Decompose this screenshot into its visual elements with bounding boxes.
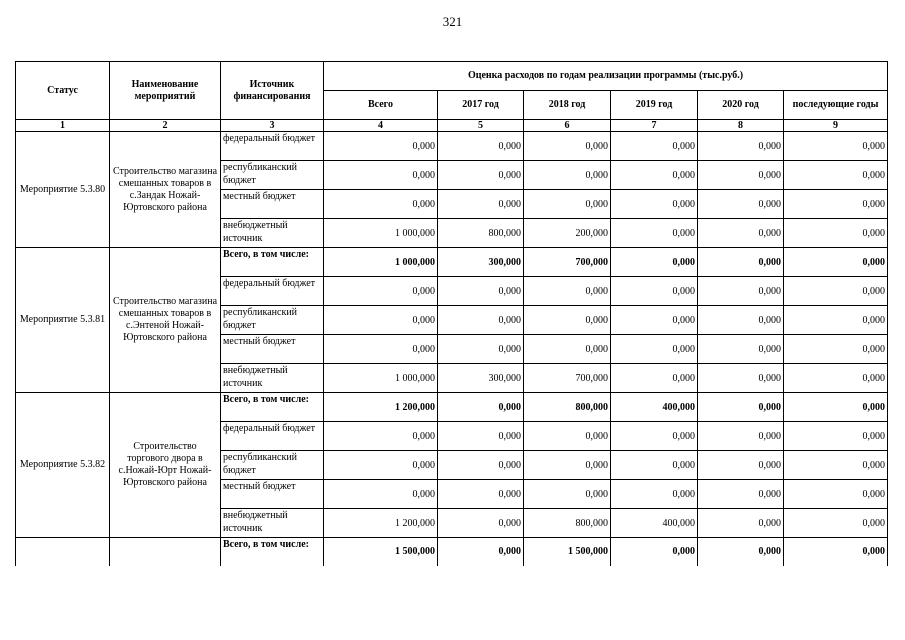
amount-cell: 0,000 — [784, 190, 888, 219]
amount-cell: 0,000 — [524, 190, 611, 219]
amount-cell: 0,000 — [698, 248, 784, 277]
amount-cell: 1 000,000 — [324, 364, 438, 393]
column-number: 6 — [524, 120, 611, 132]
column-number: 4 — [324, 120, 438, 132]
amount-cell: 0,000 — [784, 161, 888, 190]
amount-cell: 0,000 — [438, 132, 524, 161]
table-body — [16, 132, 888, 566]
total-row — [16, 393, 888, 422]
budget-table — [15, 61, 888, 566]
column-number: 8 — [698, 120, 784, 132]
amount-cell: 800,000 — [438, 219, 524, 248]
amount-cell: 0,000 — [324, 132, 438, 161]
amount-cell: 0,000 — [324, 190, 438, 219]
amount-cell: 1 000,000 — [324, 219, 438, 248]
status-cell: Мероприятие 5.3.80 — [16, 132, 110, 248]
amount-cell: 300,000 — [438, 248, 524, 277]
amount-cell: 0,000 — [324, 335, 438, 364]
amount-cell: 0,000 — [524, 306, 611, 335]
column-number: 3 — [221, 120, 324, 132]
column-number: 9 — [784, 120, 888, 132]
funding-source-cell: внебюджетный источник — [221, 219, 324, 248]
amount-cell: 0,000 — [438, 393, 524, 422]
status-cell: Мероприятие 5.3.81 — [16, 248, 110, 393]
header-status: Статус — [16, 62, 110, 120]
status-cell: Мероприятие 5.3.82 — [16, 393, 110, 538]
amount-cell: 1 000,000 — [324, 248, 438, 277]
amount-cell: 0,000 — [698, 393, 784, 422]
funding-source-cell: республиканский бюджет — [221, 161, 324, 190]
amount-cell: 0,000 — [438, 451, 524, 480]
amount-cell: 0,000 — [611, 219, 698, 248]
header-later: последующие годы — [784, 91, 888, 120]
amount-cell: 0,000 — [698, 132, 784, 161]
amount-cell: 0,000 — [611, 538, 698, 566]
funding-source-cell: внебюджетный источник — [221, 364, 324, 393]
amount-cell: 0,000 — [784, 306, 888, 335]
amount-cell: 800,000 — [524, 509, 611, 538]
amount-cell: 0,000 — [611, 132, 698, 161]
amount-cell: 0,000 — [524, 480, 611, 509]
funding-source-cell: федеральный бюджет — [221, 422, 324, 451]
amount-cell: 0,000 — [698, 364, 784, 393]
activity-name-cell: Строительство торгового двора в с.Ножай-Юрт Ножай-Юртовского района — [110, 393, 221, 538]
header-2020: 2020 год — [698, 91, 784, 120]
amount-cell: 0,000 — [784, 248, 888, 277]
amount-cell: 200,000 — [524, 219, 611, 248]
amount-cell: 800,000 — [524, 393, 611, 422]
amount-cell: 0,000 — [438, 306, 524, 335]
column-number: 5 — [438, 120, 524, 132]
amount-cell: 0,000 — [324, 451, 438, 480]
header-estimate: Оценка расходов по годам реализации программы (тыс.руб.) — [324, 62, 888, 91]
funding-source-cell: федеральный бюджет — [221, 132, 324, 161]
amount-cell: 0,000 — [698, 335, 784, 364]
column-number: 1 — [16, 120, 110, 132]
amount-cell: 0,000 — [698, 538, 784, 566]
header-source: Источник финансирования — [221, 62, 324, 120]
amount-cell: 0,000 — [611, 480, 698, 509]
amount-cell: 0,000 — [438, 480, 524, 509]
amount-cell: 0,000 — [698, 219, 784, 248]
amount-cell: 400,000 — [611, 509, 698, 538]
amount-cell: 0,000 — [611, 364, 698, 393]
total-row — [16, 538, 888, 566]
amount-cell: 0,000 — [784, 538, 888, 566]
amount-cell: 0,000 — [524, 132, 611, 161]
funding-source-cell: Всего, в том числе: — [221, 248, 324, 277]
amount-cell: 0,000 — [698, 451, 784, 480]
column-number: 2 — [110, 120, 221, 132]
amount-cell: 0,000 — [611, 422, 698, 451]
amount-cell: 1 200,000 — [324, 509, 438, 538]
amount-cell: 0,000 — [784, 219, 888, 248]
amount-cell: 0,000 — [698, 509, 784, 538]
amount-cell: 0,000 — [438, 509, 524, 538]
amount-cell: 0,000 — [438, 277, 524, 306]
total-row — [16, 248, 888, 277]
funding-source-cell: Всего, в том числе: — [221, 393, 324, 422]
header-name: Наименование мероприятий — [110, 62, 221, 120]
funding-source-cell: республиканский бюджет — [221, 451, 324, 480]
amount-cell: 1 200,000 — [324, 393, 438, 422]
amount-cell: 0,000 — [611, 161, 698, 190]
amount-cell: 0,000 — [784, 277, 888, 306]
header-total: Всего — [324, 91, 438, 120]
amount-cell: 0,000 — [524, 161, 611, 190]
amount-cell: 0,000 — [698, 422, 784, 451]
amount-cell: 0,000 — [324, 306, 438, 335]
amount-cell: 0,000 — [784, 509, 888, 538]
amount-cell: 1 500,000 — [524, 538, 611, 566]
amount-cell: 300,000 — [438, 364, 524, 393]
amount-cell: 0,000 — [611, 190, 698, 219]
amount-cell: 0,000 — [698, 306, 784, 335]
amount-cell: 1 500,000 — [324, 538, 438, 566]
column-number: 7 — [611, 120, 698, 132]
amount-cell: 0,000 — [784, 422, 888, 451]
amount-cell: 0,000 — [784, 335, 888, 364]
status-cell — [16, 538, 110, 566]
amount-cell: 0,000 — [524, 422, 611, 451]
funding-source-cell: местный бюджет — [221, 190, 324, 219]
amount-cell: 0,000 — [524, 335, 611, 364]
amount-cell: 0,000 — [524, 277, 611, 306]
amount-cell: 0,000 — [698, 190, 784, 219]
amount-cell: 0,000 — [438, 190, 524, 219]
activity-name-cell — [110, 538, 221, 566]
amount-cell: 0,000 — [611, 277, 698, 306]
header-2017: 2017 год — [438, 91, 524, 120]
amount-cell: 0,000 — [324, 422, 438, 451]
amount-cell: 700,000 — [524, 248, 611, 277]
amount-cell: 0,000 — [784, 393, 888, 422]
funding-source-cell: местный бюджет — [221, 335, 324, 364]
amount-cell: 0,000 — [611, 248, 698, 277]
amount-cell: 0,000 — [784, 364, 888, 393]
header-2019: 2019 год — [611, 91, 698, 120]
amount-cell: 0,000 — [324, 480, 438, 509]
amount-cell: 0,000 — [438, 538, 524, 566]
funding-source-cell: федеральный бюджет — [221, 277, 324, 306]
activity-name-cell: Строительство магазина смешанных товаров в с.Энтеной Ножай-Юртовского района — [110, 248, 221, 393]
amount-cell: 0,000 — [784, 480, 888, 509]
amount-cell: 0,000 — [438, 422, 524, 451]
amount-cell: 0,000 — [784, 451, 888, 480]
amount-cell: 0,000 — [611, 335, 698, 364]
amount-cell: 0,000 — [438, 335, 524, 364]
funding-source-cell: внебюджетный источник — [221, 509, 324, 538]
funding-source-cell: местный бюджет — [221, 480, 324, 509]
amount-cell: 0,000 — [698, 161, 784, 190]
amount-cell: 0,000 — [784, 132, 888, 161]
amount-cell: 0,000 — [324, 161, 438, 190]
funding-source-cell: республиканский бюджет — [221, 306, 324, 335]
funding-source-cell: Всего, в том числе: — [221, 538, 324, 566]
amount-cell: 0,000 — [698, 277, 784, 306]
amount-cell: 0,000 — [611, 451, 698, 480]
amount-cell: 0,000 — [438, 161, 524, 190]
amount-cell: 0,000 — [324, 277, 438, 306]
amount-cell: 0,000 — [611, 306, 698, 335]
table-row — [16, 132, 888, 161]
activity-name-cell: Строительство магазина смешанных товаров в с.Зандак Ножай-Юртовского района — [110, 132, 221, 248]
amount-cell: 0,000 — [524, 451, 611, 480]
page-number: 321 — [442, 14, 463, 29]
amount-cell: 700,000 — [524, 364, 611, 393]
amount-cell: 400,000 — [611, 393, 698, 422]
header-2018: 2018 год — [524, 91, 611, 120]
amount-cell: 0,000 — [698, 480, 784, 509]
